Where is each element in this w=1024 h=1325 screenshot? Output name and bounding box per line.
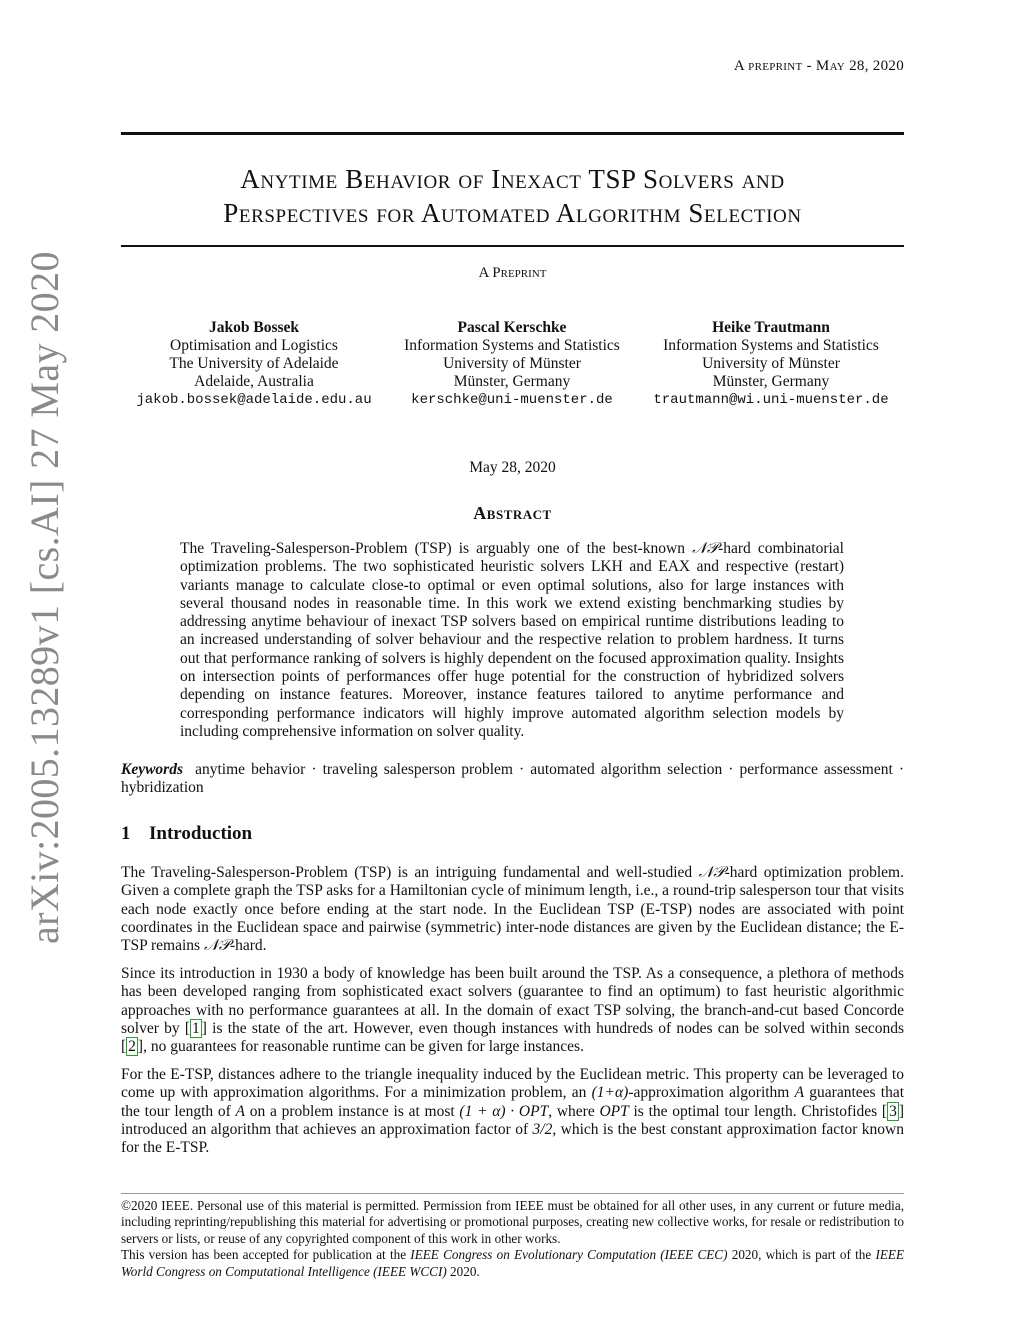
- math-expression: 3/2: [532, 1120, 553, 1138]
- author-email[interactable]: trautmann@wi.uni-muenster.de: [653, 392, 889, 408]
- paragraph-text: Since its introduction in 1930 a body of knowledge has been built around the TSP. As a consequence, a plethora of methods has been developed ranging from sophisticated exact solvers (guarantee to find an optimum) to fast heuristic algorithmic approaches with no performance guarantees at all. In the domain of exact TSP solving, the branch-and-cut based Concorde solver by: [121, 965, 904, 1037]
- np-symbol: 𝒩𝒫: [692, 540, 719, 557]
- math-expression: A: [235, 1102, 245, 1120]
- paragraph-text: , no guarantees for reasonable runtime can be given for large instances.: [143, 1038, 584, 1056]
- author-institution: The University of Adelaide: [169, 355, 339, 372]
- paragraph-text: , where: [548, 1102, 600, 1120]
- abstract-text: -hard combinatorial optimization problems. The two sophisticated heuristic solvers LKH and EAX and respective (restart) variants manage to calculate close-to optimal or even optimal solutions, also for large instances with several thousand nodes in reasonable time. In this work we extend existing benchmarking studies by addressing anytime behaviour of inexact TSP solvers based on empirical runtime distributions leading to an increased understanding of solver behaviour and the respective relation to problem hardness. It turns out that performance ranking of solvers is highly dependent on the focused approximation quality. Insights on intersection points of performances offer huge potential for the construction of hybridized solvers depending on instance features. Moreover, instance features tailored to anytime performance and corresponding performance indicators will highly improve automated algorithm selection models by including comprehensive information on solver quality.: [180, 540, 844, 740]
- paragraph-text: The Traveling-Salesperson-Problem (TSP) is an intriguing fundamental and well-studied: [121, 864, 699, 881]
- paragraph-text: -hard.: [229, 937, 267, 955]
- paper-title-line-2: Perspectives for Automated Algorithm Selection: [223, 198, 802, 228]
- paragraph-text: guarantees that the tour length of: [121, 1084, 905, 1120]
- author-email[interactable]: jakob.bossek@adelaide.edu.au: [136, 392, 372, 408]
- author-name: Jakob Bossek: [208, 319, 300, 336]
- footnote-text: This version has been accepted for publication at the: [121, 1247, 411, 1263]
- author-location: Münster, Germany: [453, 373, 571, 390]
- citation-link-3[interactable]: 3: [889, 1102, 897, 1120]
- title-rule-bottom: [121, 245, 904, 247]
- section-number: 1: [121, 823, 131, 844]
- citation-link-1[interactable]: 1: [192, 1019, 200, 1037]
- abstract-heading: Abstract: [473, 503, 552, 523]
- paragraph-text: is the state of the art. However, even though instances with hundreds of nodes can be solved within seconds: [206, 1019, 904, 1037]
- abstract-body: [180, 540, 844, 741]
- author-institution: University of Münster: [702, 355, 840, 372]
- venue-name: IEEE Congress on Evolutionary Computation (IEEE CEC): [410, 1247, 728, 1263]
- author-block-3: [640, 319, 902, 409]
- copyright-notice: ©2020 IEEE. Personal use of this material is permitted. Permission from IEEE must be obtained for all other uses, in any current or future media, including reprinting/republishing this material for advertising or promotional purposes, creating new collective works, for resale or redistribution to servers or lists, or reuse of any copyrighted component of this work in other works.: [121, 1198, 904, 1246]
- author-email[interactable]: kerschke@uni-muenster.de: [411, 392, 613, 408]
- math-expression: (1 + α) · OPT: [459, 1102, 549, 1120]
- footnote: [121, 1198, 904, 1280]
- math-expression: OPT: [599, 1102, 629, 1120]
- author-name: Pascal Kerschke: [457, 319, 567, 336]
- author-department: Optimisation and Logistics: [170, 337, 338, 354]
- math-expression: A: [794, 1084, 805, 1102]
- math-expression: (1+α): [591, 1084, 629, 1102]
- running-head: A preprint - May 28, 2020: [733, 58, 904, 74]
- author-department: Information Systems and Statistics: [404, 337, 620, 354]
- paragraph-text: introduced an algorithm that achieves an approximation factor of: [121, 1120, 533, 1138]
- paragraph-2: Since its introduction in 1930 a body of knowledge has been built around the TSP. As a consequence, a plethora of methods has been developed ranging from sophisticated exact solvers (guarantee to find an optimum) to fast heuristic algorithmic approaches with no performance guarantees at all. In the domain of exact TSP solving, the branch-and-cut based Concorde solver by [ 1 ] is the state of the art. However, even though instances with hundreds of nodes can be solved within seconds [ 2 ], no guarantees for reasonable runtime can be given for large instances.: [121, 965, 904, 1056]
- preprint-label: A Preprint: [478, 265, 547, 281]
- paragraph-text: on a problem instance is at most: [245, 1102, 460, 1120]
- author-department: Information Systems and Statistics: [663, 337, 879, 354]
- abstract-text: The Traveling-Salesperson-Problem (TSP) is arguably one of the best-known: [180, 540, 693, 557]
- publication-date: May 28, 2020: [469, 459, 556, 476]
- author-block-1: [120, 319, 388, 409]
- np-symbol: 𝒩𝒫: [698, 864, 725, 881]
- paragraph-text: , which is the best constant approximation factor known for the E-TSP.: [121, 1120, 904, 1157]
- section-heading: [121, 823, 252, 845]
- footnote-divider: [121, 1193, 904, 1194]
- arxiv-identifier: arXiv:2005.13289v1 [cs.AI] 27 May 2020: [22, 251, 67, 944]
- paragraph-text: is the optimal tour length. Christofides: [628, 1102, 882, 1120]
- citation-link-2[interactable]: 2: [128, 1038, 136, 1056]
- author-name: Heike Trautmann: [712, 319, 830, 336]
- keywords: [121, 761, 904, 798]
- paragraph-text: For the E-TSP, distances adhere to the triangle inequality induced by the Euclidean metric. This property can be leveraged to come up with approximation algorithms. For a minimization problem, an: [121, 1066, 904, 1102]
- paper-title-line-1: Anytime Behavior of Inexact TSP Solvers and: [240, 164, 785, 194]
- author-institution: University of Münster: [443, 355, 581, 372]
- venue-name: IEEE World Congress on Computational Intelligence (IEEE WCCI): [121, 1247, 904, 1279]
- author-location: Adelaide, Australia: [194, 373, 314, 390]
- section-title: Introduction: [149, 823, 253, 844]
- footnote-text: 2020, which is part of the: [727, 1247, 876, 1263]
- paragraph-1: [121, 864, 904, 955]
- paragraph-text: -approximation algorithm: [628, 1084, 795, 1102]
- title-rule-top: [121, 132, 904, 135]
- keywords-label: Keywords: [121, 761, 183, 778]
- paragraph-text: -hard optimization problem. Given a complete graph the TSP asks for a Hamiltonian cycle of minimum length, i.e., a round-trip salesperson tour that visits each node exactly once before ending at the start node. In the Euclidean TSP (E-TSP) nodes are associated with point coordinates in the Euclidean space and pairwise (symmetric) inter-node distances are given by the Euclidean distance; the E-TSP remains: [121, 864, 904, 955]
- author-block-2: [392, 319, 632, 409]
- author-location: Münster, Germany: [712, 373, 830, 390]
- acceptance-note: [121, 1247, 904, 1280]
- paragraph-3: For the E-TSP, distances adhere to the triangle inequality induced by the Euclidean metric. This property can be leveraged to come up with approximation algorithms. For a minimization problem, an (1+α)-approximation algorithm A guarantees that the tour length of A on a problem instance is at most (1 + α) · OPT, where OPT is the optimal tour length. Christofides [ 3 ] introduced an algorithm that achieves an approximation factor of 3/2, which is the best constant approximation factor known for the E-TSP.: [121, 1066, 905, 1157]
- np-symbol: 𝒩𝒫: [203, 937, 230, 955]
- footnote-text: 2020.: [446, 1263, 480, 1279]
- keywords-text: anytime behavior · traveling salesperson problem · automated algorithm selection · performance assessment · hybridization: [121, 761, 905, 797]
